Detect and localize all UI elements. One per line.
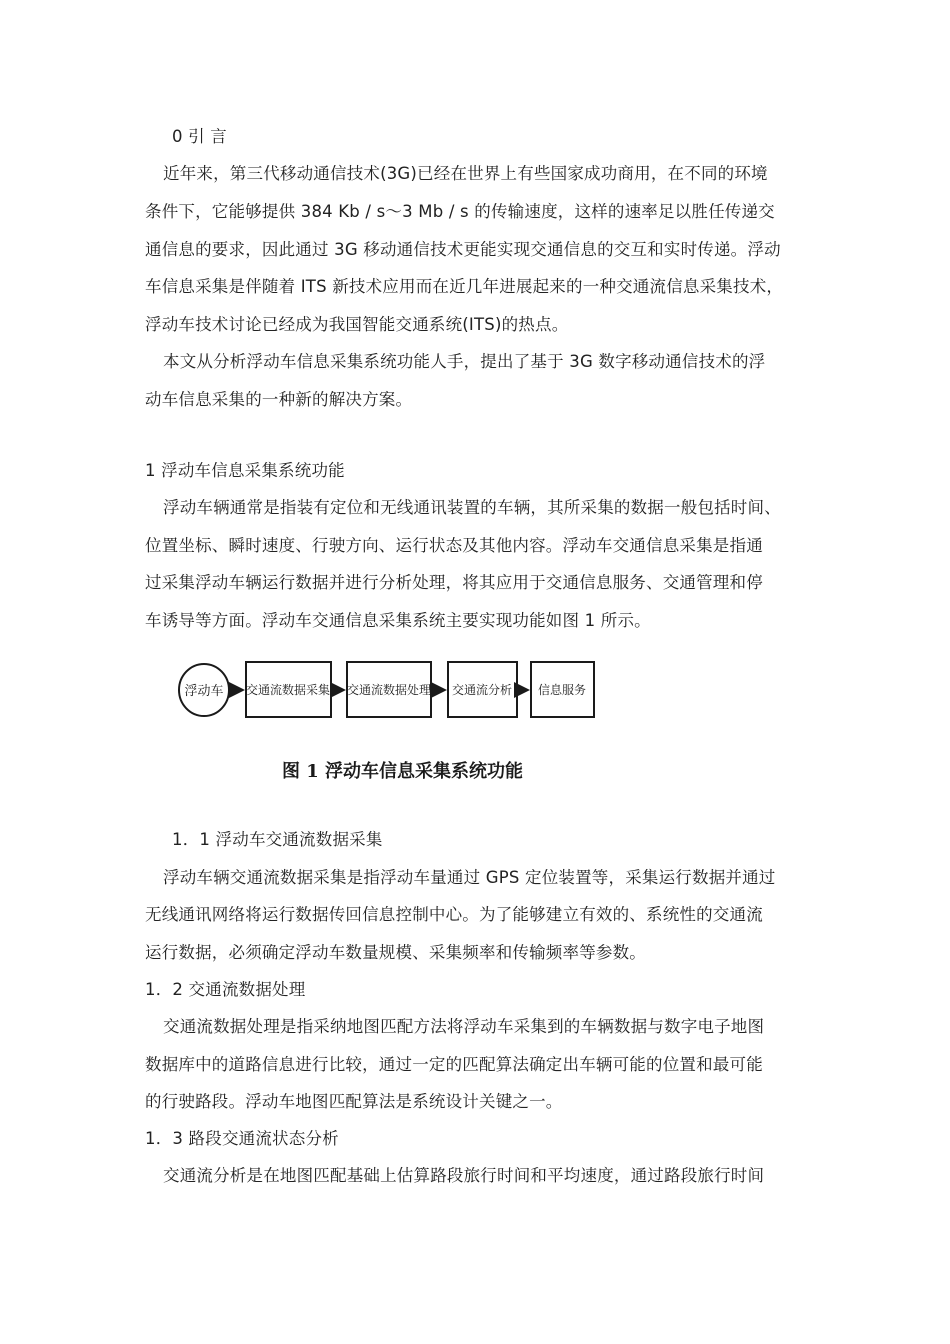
flow-node-analysis: 交通流分析 <box>451 683 513 697</box>
paragraph-line: 运行数据，必须确定浮动车数量规模、采集频率和传输频率等参数。 <box>145 943 646 962</box>
paragraph-line: 车信息采集是伴随着 ITS 新技术应用而在近几年进展起来的一种交通流信息采集技术， <box>145 277 784 296</box>
paragraph-line: 浮动车辆交通流数据采集是指浮动车量通过 GPS 定位装置等，采集运行数据并通过 <box>163 868 776 887</box>
paragraph-line: 的行驶路段。浮动车地图匹配算法是系统设计关键之一。 <box>145 1092 563 1111</box>
paragraph-line: 过采集浮动车辆运行数据并进行分析处理，将其应用于交通信息服务、交通管理和停 <box>145 573 763 592</box>
section-heading-1-1: 1．1 浮动车交通流数据采集 <box>172 830 383 849</box>
section-heading-intro: 0 引 言 <box>172 127 227 146</box>
flow-node-data-collection: 交通流数据采集 <box>245 683 331 697</box>
paragraph-line: 条件下，它能够提供 384 Kb / s～3 Mb / s 的传输速度，这样的速率足以胜任传递交 <box>145 202 775 221</box>
section-heading-1-2: 1．2 交通流数据处理 <box>145 980 306 999</box>
paragraph-line: 无线通讯网络将运行数据传回信息控制中心。为了能够建立有效的、系统性的交通流 <box>145 905 763 924</box>
paragraph-line: 浮动车辆通常是指装有定位和无线通讯装置的车辆，其所采集的数据一般包括时间、 <box>163 498 781 517</box>
flow-node-info-service: 信息服务 <box>537 683 587 697</box>
paragraph-line: 动车信息采集的一种新的解决方案。 <box>145 390 413 409</box>
paragraph-line: 交通流数据处理是指采纳地图匹配方法将浮动车采集到的车辆数据与数字电子地图 <box>163 1017 765 1036</box>
section-heading-1-3: 1．3 路段交通流状态分析 <box>145 1129 339 1148</box>
section-heading-1: 1 浮动车信息采集系统功能 <box>145 461 345 480</box>
flow-node-data-processing: 交通流数据处理 <box>346 683 432 697</box>
paragraph-line: 位置坐标、瞬时速度、行驶方向、运行状态及其他内容。浮动车交通信息采集是指通 <box>145 536 763 555</box>
paragraph-line: 近年来，第三代移动通信技术(3G)已经在世界上有些国家成功商用，在不同的环境 <box>163 164 768 183</box>
paragraph-line: 交通流分析是在地图匹配基础上估算路段旅行时间和平均速度，通过路段旅行时间 <box>163 1166 765 1185</box>
paragraph-line: 本文从分析浮动车信息采集系统功能人手，提出了基于 3G 数字移动通信技术的浮 <box>163 352 766 371</box>
paragraph-line: 浮动车技术讨论已经成为我国智能交通系统(ITS)的热点。 <box>145 315 569 334</box>
paragraph-line: 车诱导等方面。浮动车交通信息采集系统主要实现功能如图 1 所示。 <box>145 611 651 630</box>
paragraph-line: 通信息的要求，因此通过 3G 移动通信技术更能实现交通信息的交互和实时传递。浮动 <box>145 240 781 259</box>
figure-caption: 图 1 浮动车信息采集系统功能 <box>282 761 524 782</box>
flow-node-floating-car: 浮动车 <box>184 684 224 699</box>
paragraph-line: 数据库中的道路信息进行比较，通过一定的匹配算法确定出车辆可能的位置和最可能 <box>145 1055 763 1074</box>
figure-1-flowchart <box>175 648 605 798</box>
